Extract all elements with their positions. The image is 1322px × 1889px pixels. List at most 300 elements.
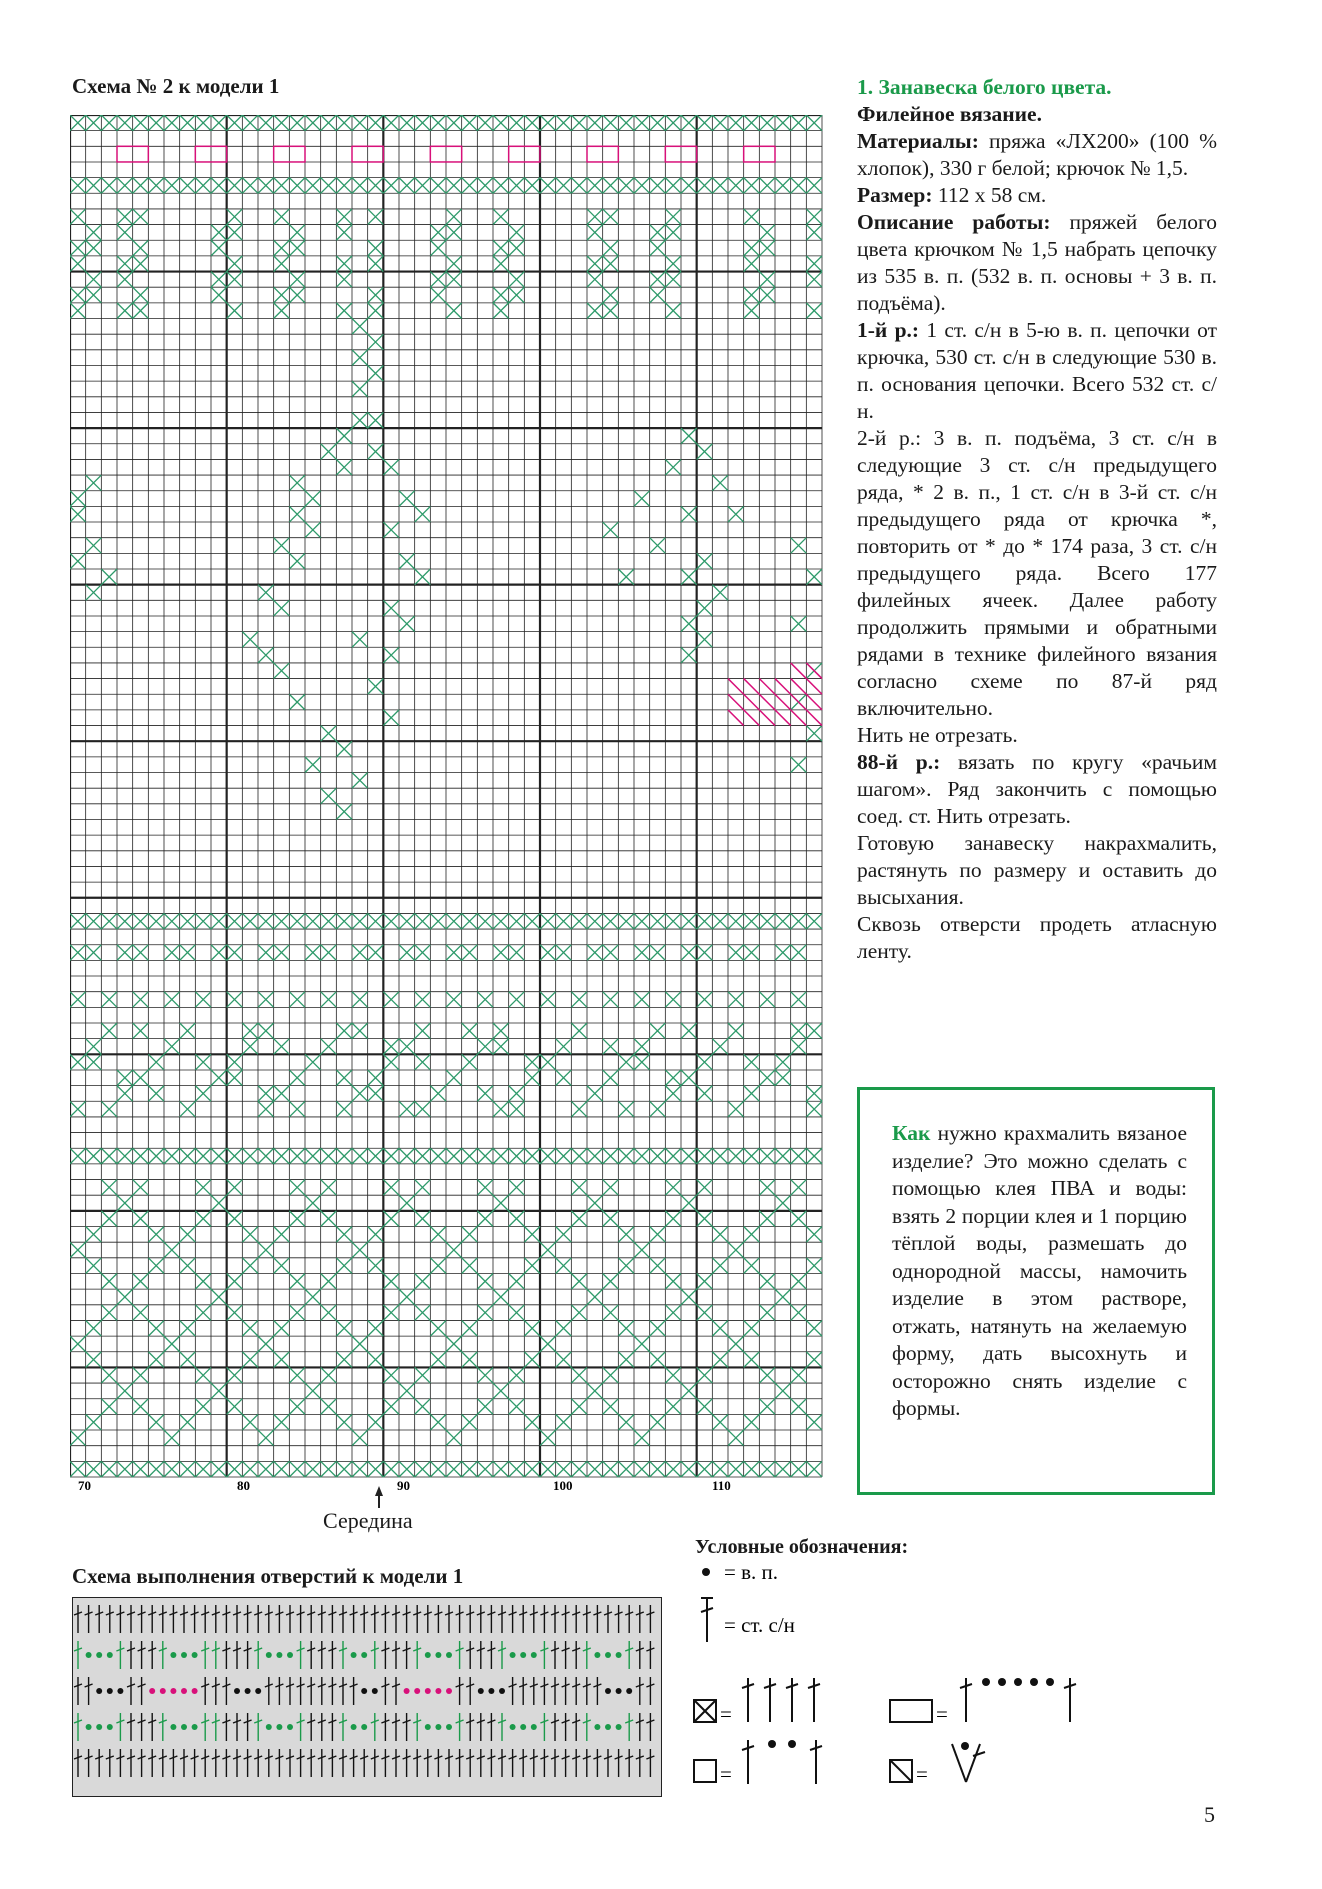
cross-cell	[289, 1148, 305, 1164]
pattern-cell	[242, 1023, 258, 1039]
cross-cell	[274, 115, 290, 131]
cross-cell	[274, 178, 290, 194]
pattern-cell	[101, 1399, 117, 1415]
pattern-cell	[587, 1195, 603, 1211]
pattern-cell	[415, 1305, 431, 1321]
pattern-cell	[70, 1430, 86, 1446]
pattern-cell	[556, 1039, 572, 1055]
cross-cell	[446, 178, 462, 194]
cross-cell	[650, 1461, 666, 1477]
pattern-cell	[556, 1070, 572, 1086]
cross-cell	[321, 115, 337, 131]
pattern-cell	[791, 1211, 807, 1227]
chain-dot	[170, 1688, 176, 1694]
cross-cell	[101, 178, 117, 194]
cross-cell	[509, 115, 525, 131]
chain-dot	[86, 1724, 92, 1730]
chain-dot	[594, 1724, 600, 1730]
legend	[690, 1560, 1110, 1800]
pattern-cell	[697, 1367, 713, 1383]
pattern-cell	[728, 1023, 744, 1039]
cross-cell	[117, 115, 133, 131]
motif-cell	[289, 506, 305, 522]
diagonal-cell	[775, 679, 791, 695]
cross-cell	[806, 1461, 822, 1477]
pattern-cell	[477, 1086, 493, 1102]
pattern-cell	[148, 1054, 164, 1070]
pattern-cell	[352, 1242, 368, 1258]
cross-cell	[477, 913, 493, 929]
pattern-cell	[650, 1023, 666, 1039]
cross-cell	[446, 272, 462, 288]
cross-cell	[791, 115, 807, 131]
cross-cell	[86, 287, 102, 303]
cross-cell	[681, 115, 697, 131]
motif-cell	[368, 679, 384, 695]
cross-cell	[368, 178, 384, 194]
motif-cell	[86, 538, 102, 554]
technique-title: Филейное вязание.	[857, 102, 1042, 126]
cross-cell	[493, 913, 509, 929]
chain-dot	[96, 1652, 102, 1658]
cross-cell	[117, 178, 133, 194]
pattern-cell	[289, 1305, 305, 1321]
cross-cell	[164, 1461, 180, 1477]
motif-cell	[368, 412, 384, 428]
cross-cell	[791, 913, 807, 929]
cross-cell	[289, 178, 305, 194]
pattern-cell	[806, 1320, 822, 1336]
pattern-cell	[368, 1258, 384, 1274]
pattern-cell	[603, 1367, 619, 1383]
cross-cell	[368, 303, 384, 319]
pattern-cell	[399, 1039, 415, 1055]
motif-cell	[86, 585, 102, 601]
pattern-cell	[148, 1227, 164, 1243]
chain-dot	[605, 1652, 611, 1658]
cross-cell	[133, 115, 149, 131]
cross-cell	[540, 1148, 556, 1164]
cross-cell	[430, 178, 446, 194]
x-tick-90: 90	[397, 1478, 410, 1493]
pattern-cell	[383, 1273, 399, 1289]
pattern-cell	[415, 1273, 431, 1289]
tip-body: нужно крахмалить вязаное изделие? Это можно сделать с помощью клея ПВА и воды: взять 2 порции клея и 1 порцию тёплой воды, размешать до однородной массы, намочить изделие в этом растворе, отжать, натянуть на желаемую форму, дать высохнуть и осторожно снять изделие с формы.	[892, 1121, 1187, 1420]
cross-cell	[368, 287, 384, 303]
cross-cell	[321, 992, 337, 1008]
cross-cell	[587, 913, 603, 929]
pattern-cell	[603, 1039, 619, 1055]
cross-cell	[368, 945, 384, 961]
cross-cell	[665, 178, 681, 194]
pattern-cell	[289, 1101, 305, 1117]
cross-cell	[399, 115, 415, 131]
pattern-cell	[101, 1101, 117, 1117]
cross-cell	[509, 913, 525, 929]
pattern-cell	[289, 1273, 305, 1289]
cross-cell	[86, 272, 102, 288]
chain-dot	[351, 1652, 357, 1658]
cross-cell	[180, 945, 196, 961]
chain-dot	[478, 1688, 484, 1694]
cross-cell	[242, 913, 258, 929]
pattern-cell	[759, 1180, 775, 1196]
chain-dot	[192, 1652, 198, 1658]
pattern-cell	[791, 1399, 807, 1415]
cross-cell	[806, 256, 822, 272]
pattern-cell	[493, 1195, 509, 1211]
pattern-cell	[258, 1430, 274, 1446]
pattern-cell	[712, 1258, 728, 1274]
pattern-cell	[665, 1211, 681, 1227]
pattern-cell	[493, 1383, 509, 1399]
cross-cell	[258, 115, 274, 131]
cross-cell	[493, 178, 509, 194]
row88-label: 88-й р.:	[857, 750, 941, 774]
cross-cell	[289, 992, 305, 1008]
motif-cell	[352, 319, 368, 335]
cross-cell	[587, 209, 603, 225]
pattern-cell	[242, 1414, 258, 1430]
pattern-cell	[227, 1070, 243, 1086]
cross-cell	[571, 115, 587, 131]
pattern-cell	[399, 1195, 415, 1211]
cross-cell	[681, 913, 697, 929]
cross-cell	[70, 992, 86, 1008]
motif-cell	[681, 428, 697, 444]
cross-cell	[289, 272, 305, 288]
cross-cell	[650, 240, 666, 256]
chain-dot	[117, 1688, 123, 1694]
pattern-cell	[712, 1414, 728, 1430]
pattern-cell	[164, 1039, 180, 1055]
cross-cell	[70, 913, 86, 929]
pattern-cell	[195, 1054, 211, 1070]
cross-cell	[383, 1461, 399, 1477]
chain-dot	[351, 1724, 357, 1730]
pattern-cell	[289, 1070, 305, 1086]
pattern-cell	[509, 1305, 525, 1321]
cross-cell	[289, 225, 305, 241]
cross-cell	[571, 992, 587, 1008]
motif-cell	[242, 632, 258, 648]
cross-cell	[86, 1148, 102, 1164]
legend-title: Условные обозначения:	[695, 1536, 909, 1558]
empty-cell-icon	[694, 1760, 716, 1782]
cross-cell	[775, 1461, 791, 1477]
cross-cell	[415, 178, 431, 194]
cross-cell	[524, 1461, 540, 1477]
diagonal-cell	[759, 694, 775, 710]
cross-cell	[274, 945, 290, 961]
cross-cell	[775, 115, 791, 131]
pattern-cell	[86, 1054, 102, 1070]
pattern-cell	[806, 1023, 822, 1039]
pattern-cell	[556, 1414, 572, 1430]
cross-cell	[70, 209, 86, 225]
cross-cell	[227, 945, 243, 961]
cross-cell	[446, 225, 462, 241]
pattern-cell	[509, 1211, 525, 1227]
pattern-cell	[571, 1273, 587, 1289]
pattern-cell	[430, 1227, 446, 1243]
pattern-cell	[180, 1101, 196, 1117]
pattern-cell	[509, 1101, 525, 1117]
pattern-cell	[336, 1070, 352, 1086]
cross-cell	[227, 272, 243, 288]
pattern-cell	[462, 1054, 478, 1070]
cross-cell	[603, 992, 619, 1008]
pattern-cell	[665, 1273, 681, 1289]
pattern-cell	[180, 1320, 196, 1336]
cross-cell	[70, 1461, 86, 1477]
cross-cell	[665, 303, 681, 319]
chain-dot	[435, 1688, 441, 1694]
cross-cell	[744, 945, 760, 961]
pattern-cell	[744, 1054, 760, 1070]
cross-cell	[462, 945, 478, 961]
motif-cell	[336, 804, 352, 820]
pattern-cell	[477, 1273, 493, 1289]
pattern-cell	[321, 1273, 337, 1289]
cross-cell	[634, 945, 650, 961]
cross-cell	[791, 1148, 807, 1164]
cross-cell	[321, 913, 337, 929]
cross-cell	[509, 225, 525, 241]
pattern-cell	[524, 1352, 540, 1368]
pattern-cell	[430, 1352, 446, 1368]
cross-cell	[712, 178, 728, 194]
cross-cell	[493, 287, 509, 303]
cross-cell	[806, 115, 822, 131]
chain-dot	[425, 1652, 431, 1658]
cross-cell	[603, 209, 619, 225]
cross-cell	[681, 178, 697, 194]
cross-cell	[133, 256, 149, 272]
pattern-cell	[195, 1305, 211, 1321]
pattern-cell	[430, 1320, 446, 1336]
pattern-cell	[665, 1305, 681, 1321]
cross-cell	[70, 115, 86, 131]
pattern-cell	[227, 1211, 243, 1227]
cross-cell	[430, 272, 446, 288]
legend-diagonal-cell	[890, 1742, 985, 1786]
cross-cell	[524, 1148, 540, 1164]
cross-cell	[70, 945, 86, 961]
chain-dot	[446, 1688, 452, 1694]
pattern-cell	[180, 1414, 196, 1430]
pattern-cell	[540, 1430, 556, 1446]
pattern-cell	[195, 1367, 211, 1383]
cross-cell	[430, 225, 446, 241]
pattern-cell	[477, 1180, 493, 1196]
cross-cell	[242, 178, 258, 194]
cross-cell	[493, 303, 509, 319]
cross-cell	[775, 1148, 791, 1164]
cross-cell	[775, 945, 791, 961]
cross-cell	[133, 240, 149, 256]
cross-cell	[180, 178, 196, 194]
motif-cell	[305, 757, 321, 773]
cross-cell	[383, 913, 399, 929]
cross-cell	[462, 115, 478, 131]
cross-cell	[650, 913, 666, 929]
cross-cell	[587, 303, 603, 319]
cross-cell	[587, 178, 603, 194]
cross-cell	[806, 178, 822, 194]
diagonal-cell	[791, 710, 807, 726]
pattern-cell	[744, 1320, 760, 1336]
cross-cell	[603, 945, 619, 961]
pattern-cell	[665, 1070, 681, 1086]
chain-dot	[605, 1688, 611, 1694]
motif-cell	[336, 428, 352, 444]
chain-dot	[626, 1688, 632, 1694]
pattern-cell	[806, 1227, 822, 1243]
motif-cell	[383, 600, 399, 616]
pattern-cell	[712, 1039, 728, 1055]
cross-cell	[70, 240, 86, 256]
pattern-cell	[133, 1399, 149, 1415]
chain-dot	[107, 1652, 113, 1658]
pattern-cell	[274, 1258, 290, 1274]
tip-box	[857, 1087, 1215, 1495]
cross-cell	[289, 240, 305, 256]
chain-dot	[616, 1652, 622, 1658]
cross-cell	[117, 272, 133, 288]
pattern-cell	[571, 1023, 587, 1039]
chain-dot	[372, 1688, 378, 1694]
cross-cell	[211, 272, 227, 288]
pattern-cell	[587, 1383, 603, 1399]
pattern-cell	[509, 1399, 525, 1415]
pattern-cell	[446, 1070, 462, 1086]
diagonal-cell	[791, 679, 807, 695]
pattern-cell	[101, 1211, 117, 1227]
pattern-cell	[368, 1320, 384, 1336]
pattern-cell	[242, 1320, 258, 1336]
cross-cell	[133, 1461, 149, 1477]
pattern-cell	[603, 1211, 619, 1227]
cross-cell	[791, 992, 807, 1008]
cross-cell	[430, 115, 446, 131]
cross-cell	[493, 115, 509, 131]
chain-dot	[276, 1724, 282, 1730]
cross-cell	[446, 913, 462, 929]
pattern-cell	[336, 1320, 352, 1336]
cross-cell	[430, 1461, 446, 1477]
pattern-cell	[509, 1086, 525, 1102]
pattern-cell	[650, 1352, 666, 1368]
pattern-cell	[524, 1258, 540, 1274]
cross-cell	[759, 1148, 775, 1164]
cross-cell	[368, 256, 384, 272]
pattern-cell	[477, 1211, 493, 1227]
chain-dot	[107, 1688, 113, 1694]
pattern-cell	[227, 1305, 243, 1321]
pattern-cell	[806, 1352, 822, 1368]
pattern-cell	[759, 1070, 775, 1086]
pattern-cell	[164, 1430, 180, 1446]
cross-cell	[336, 225, 352, 241]
cross-cell	[101, 115, 117, 131]
pattern-cell	[258, 1242, 274, 1258]
pattern-cell	[117, 1289, 133, 1305]
cross-cell	[211, 913, 227, 929]
dc-chain-dc-icon	[742, 1740, 822, 1784]
page-number: 5	[1204, 1802, 1215, 1827]
motif-cell	[618, 569, 634, 585]
pattern-cell	[211, 1070, 227, 1086]
pattern-cell	[86, 1352, 102, 1368]
motif-cell	[368, 444, 384, 460]
description-paragraph	[857, 209, 1217, 317]
cross-cell	[415, 992, 431, 1008]
pattern-cell	[665, 1399, 681, 1415]
pattern-cell	[618, 1320, 634, 1336]
pattern-cell	[211, 1195, 227, 1211]
cross-cell	[587, 1148, 603, 1164]
cross-cell	[352, 913, 368, 929]
cross-cell	[101, 1148, 117, 1164]
holes-diagram	[72, 1597, 662, 1797]
legend-dc	[701, 1598, 795, 1642]
pattern-cell	[133, 1211, 149, 1227]
cross-cell	[650, 225, 666, 241]
pattern-cell	[336, 1352, 352, 1368]
pattern-cell	[399, 1383, 415, 1399]
cross-cell	[509, 1148, 525, 1164]
pattern-cell	[571, 1305, 587, 1321]
cross-cell	[305, 1461, 321, 1477]
pattern-cell	[336, 1023, 352, 1039]
tip-text	[892, 1120, 1187, 1423]
long-hole-icon	[890, 1700, 932, 1722]
pattern-cell	[650, 1258, 666, 1274]
cross-cell	[305, 178, 321, 194]
pattern-cell	[133, 1070, 149, 1086]
cross-cell	[650, 945, 666, 961]
motif-cell	[258, 647, 274, 663]
pattern-cell	[681, 1383, 697, 1399]
cross-cell	[634, 178, 650, 194]
pattern-cell	[791, 1180, 807, 1196]
cross-cell	[728, 178, 744, 194]
cross-cell	[806, 913, 822, 929]
motif-cell	[806, 569, 822, 585]
cross-cell	[305, 945, 321, 961]
cross-cell	[446, 115, 462, 131]
motif-cell	[712, 585, 728, 601]
cross-cell	[133, 209, 149, 225]
pattern-cell	[227, 1273, 243, 1289]
pattern-cell	[524, 1054, 540, 1070]
cross-cell	[571, 1148, 587, 1164]
cross-cell	[618, 115, 634, 131]
pattern-cell	[148, 1258, 164, 1274]
pattern-cell	[336, 1101, 352, 1117]
cross-cell	[509, 178, 525, 194]
cross-cell	[806, 272, 822, 288]
cross-cell	[540, 992, 556, 1008]
cross-cell	[744, 913, 760, 929]
cross-cell	[697, 1461, 713, 1477]
pattern-cell	[415, 1399, 431, 1415]
cross-cell	[587, 256, 603, 272]
pattern-cell	[524, 1070, 540, 1086]
pattern-cell	[415, 1211, 431, 1227]
cross-cell	[603, 178, 619, 194]
